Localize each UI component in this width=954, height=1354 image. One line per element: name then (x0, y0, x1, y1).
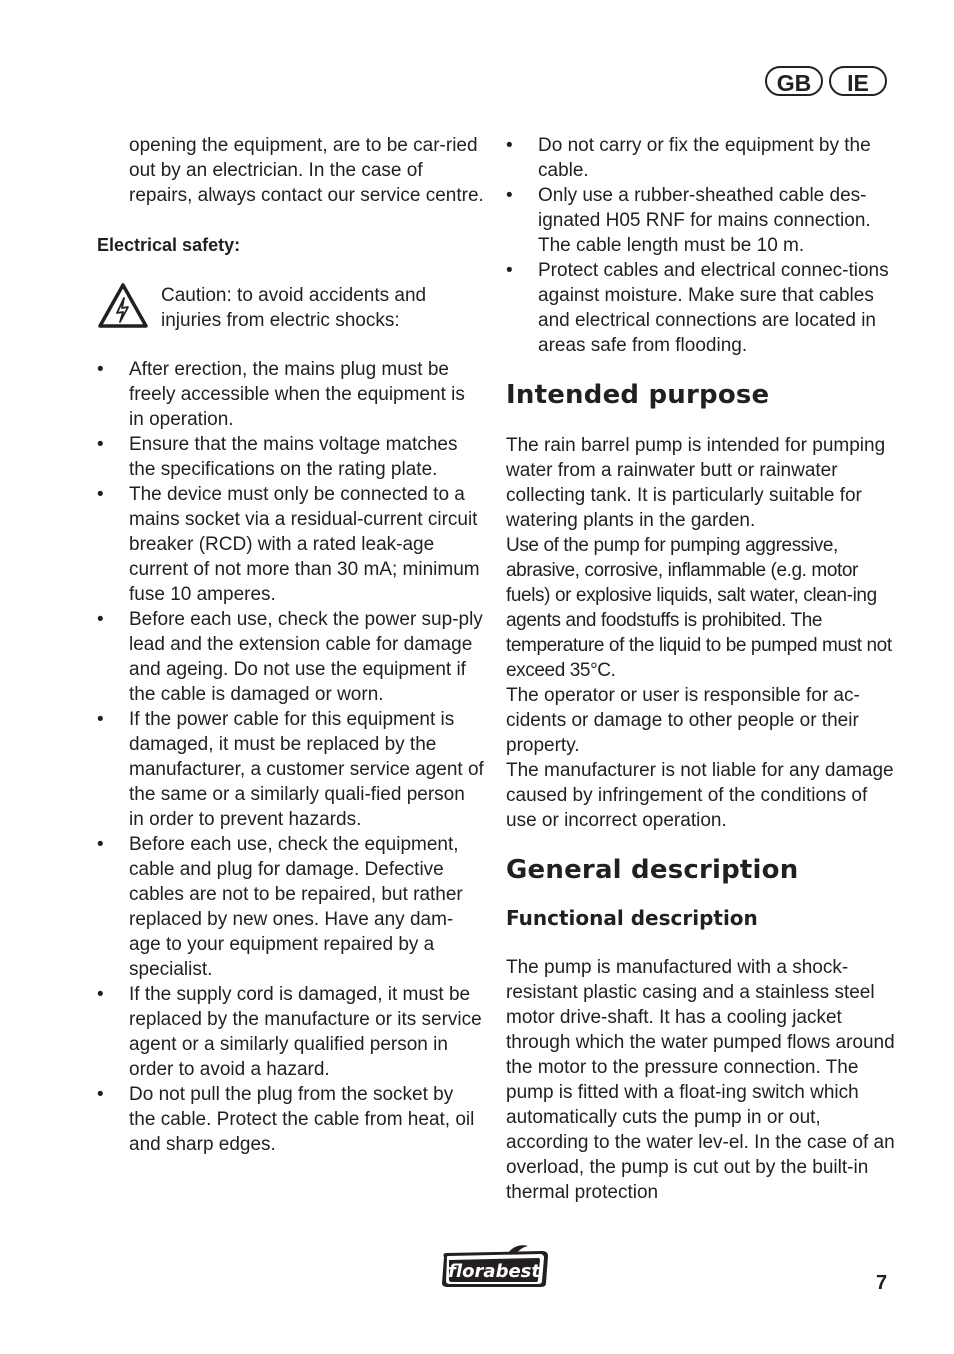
functional-description-paragraph: The pump is manufactured with a shock-resistant plastic casing and a stainless steel motor drive-shaft. It has a cooling jacket through which the water pumped flows around the motor to the pressure connection. The pump is fitted with a float-ing switch which automatically cuts the pump in or out, according to the water lev-el. In the case of an overload, the pump is cut out by the built-in thermal protection (506, 957, 895, 1203)
list-item: • Only use a rubber-sheathed cable des-ignated H05 RNF for mains connection. The cable length must be 10 m. (506, 183, 896, 258)
intended-purpose-paragraph: The manufacturer is not liable for any damage caused by infringement of the conditions of use or incorrect operation. (506, 760, 894, 831)
cable-safety-list (506, 133, 896, 358)
right-column (506, 133, 896, 1205)
language-badge-gb: GB (765, 66, 823, 96)
list-item: • Before each use, check the equipment, cable and plug for damage. Defective cables are not to be repaired, but rather replaced by new ones. Have any dam-age to your equipment repaired by a specialist. (97, 832, 484, 982)
intended-purpose-paragraph: The operator or user is responsible for ac-cidents or damage to other people or their property. (506, 685, 860, 756)
intended-purpose-paragraph: Use of the pump for pumping aggressive, abrasive, corrosive, inflammable (e.g. motor fuels) or explosive liquids, salt water, clean-ing agents and foodstuffs is prohibited. The temperature of the liquid to be pumped must not exceed 35°C. (506, 535, 892, 681)
intended-purpose-heading: Intended purpose (506, 380, 770, 410)
general-description-heading: General description (506, 855, 799, 885)
list-item: • Before each use, check the power sup-ply lead and the extension cable for damage and ageing. Do not use the equipment if the cable is damaged or worn. (97, 607, 484, 707)
language-badge-ie: IE (829, 66, 887, 96)
page-number: 7 (876, 1272, 888, 1294)
language-badges (765, 66, 887, 96)
list-item: • Do not pull the plug from the socket by the cable. Protect the cable from heat, oil and sharp edges. (97, 1082, 484, 1157)
electrical-safety-list (97, 357, 484, 1157)
list-item: • The device must only be connected to a mains socket via a residual-current circuit breaker (RCD) with a rated leak-age current of not more than 30 mA; minimum fuse 10 amperes. (97, 482, 484, 607)
caution-notice (97, 283, 484, 333)
logo-text: florabest (448, 1261, 540, 1282)
list-item: • Protect cables and electrical connec-tions against moisture. Make sure that cables and electrical connections are located in areas safe from flooding. (506, 258, 896, 358)
intro-paragraph: opening the equipment, are to be car-ried out by an electrician. In the case of repairs, always contact our service centre. (129, 135, 484, 206)
florabest-logo (438, 1243, 552, 1289)
list-item: • If the power cable for this equipment is damaged, it must be replaced by the manufacturer, a customer service agent of the same or a similarly quali-fied person in order to prevent hazards. (97, 707, 484, 832)
caution-text: Caution: to avoid accidents and injuries from electric shocks: (161, 285, 427, 331)
list-item: • After erection, the mains plug must be freely accessible when the equipment is in operation. (97, 357, 484, 432)
list-item: • If the supply cord is damaged, it must be replaced by the manufacture or its service agent or a similarly qualified person in order to avoid a hazard. (97, 982, 484, 1082)
electric-hazard-warning-icon (97, 281, 149, 331)
list-item: • Do not carry or fix the equipment by the cable. (506, 133, 896, 183)
left-column (97, 133, 484, 1157)
electrical-safety-heading: Electrical safety: (97, 235, 241, 255)
list-item: • Ensure that the mains voltage matches the specifications on the rating plate. (97, 432, 484, 482)
intended-purpose-paragraph: The rain barrel pump is intended for pumping water from a rainwater butt or rainwater collecting tank. It is particularly suitable for watering plants in the garden. (506, 435, 886, 531)
functional-description-heading: Functional description (506, 906, 758, 930)
